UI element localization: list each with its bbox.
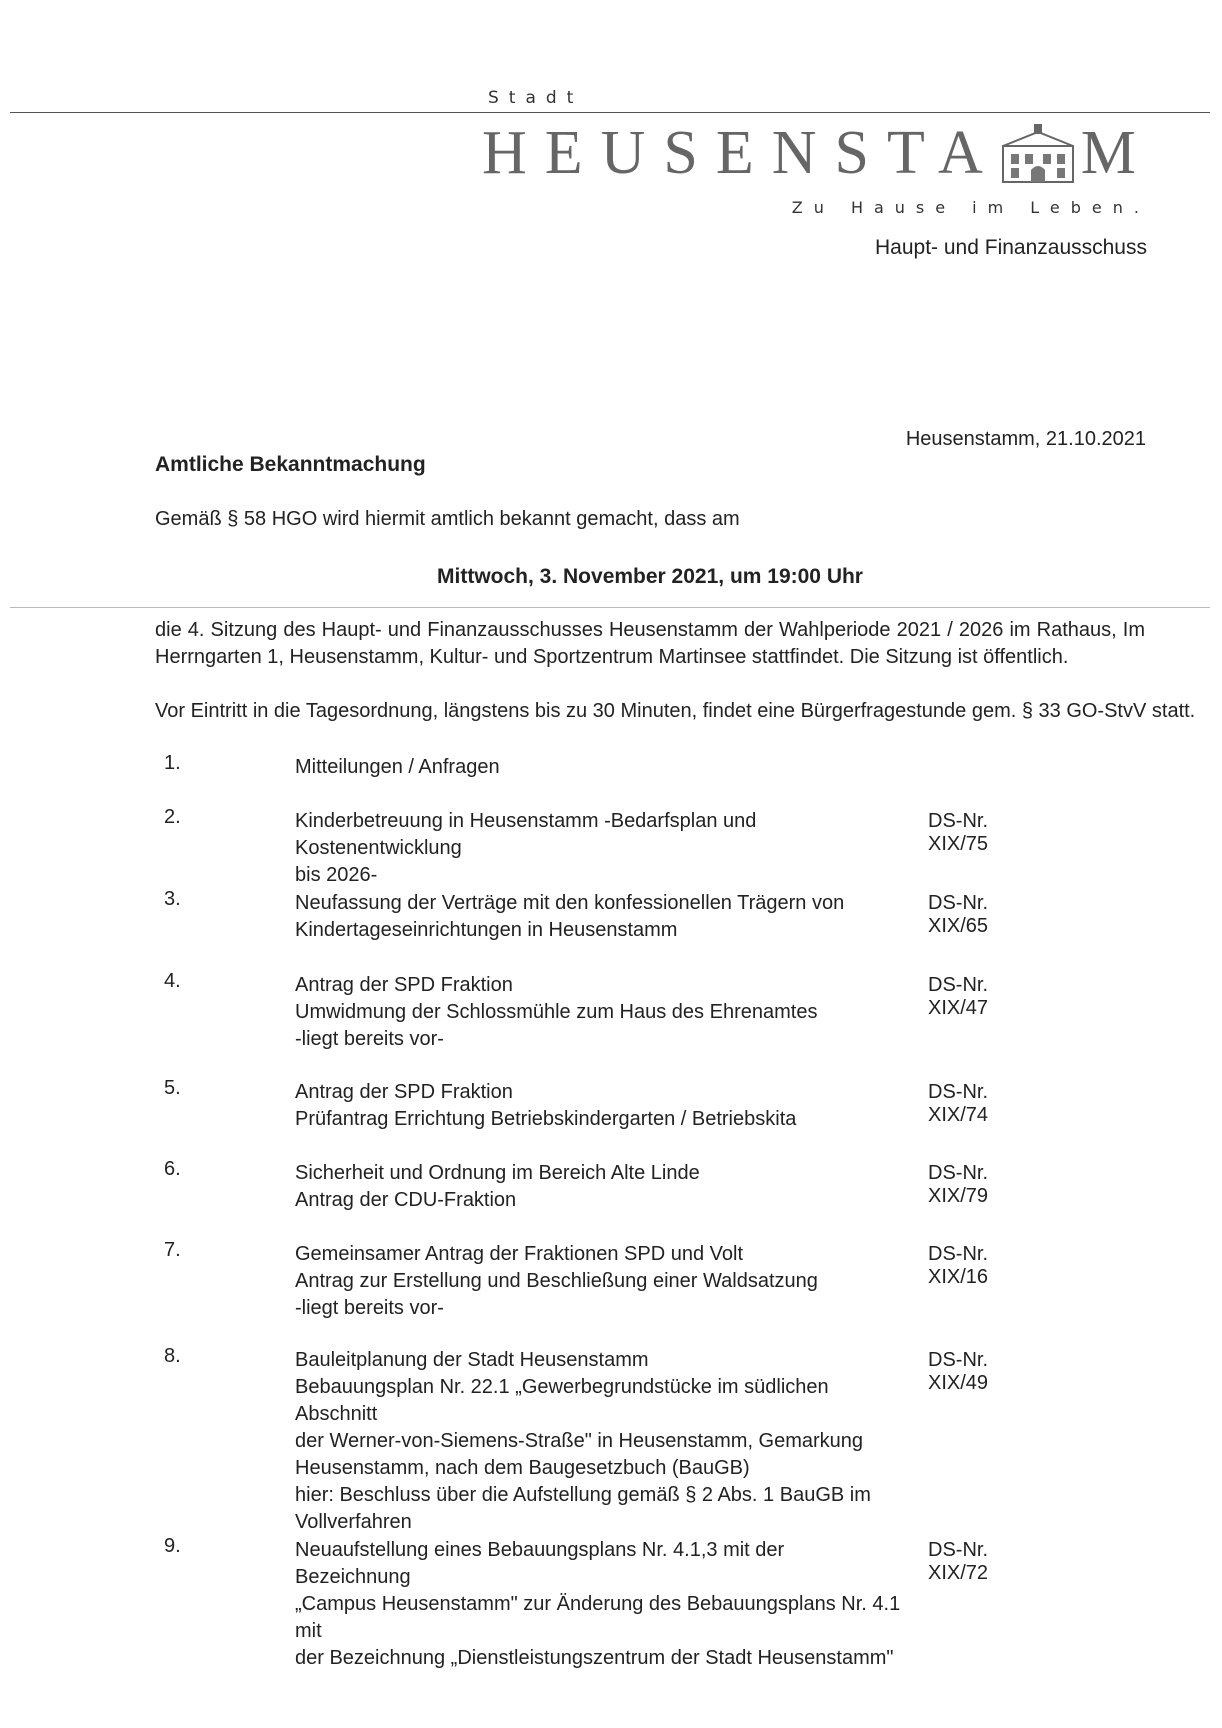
agenda-item-title (295, 754, 905, 781)
agenda-item-line: Bebauungsplan Nr. 22.1 „Gewerbegrundstücke im südlichen Abschnitt (295, 1376, 829, 1425)
place-date: Heusenstamm, 21.10.2021 (905, 428, 1146, 450)
agenda-item-title (295, 1241, 905, 1322)
agenda-item-line: Prüfantrag Errichtung Betriebskindergarten / Betriebskita (295, 1108, 797, 1130)
agenda-item-line: -liegt bereits vor- (295, 1028, 444, 1050)
agenda-item-line: Vollverfahren (295, 1511, 412, 1533)
agenda-item-title (295, 1347, 905, 1536)
agenda-item-number: 4. (164, 970, 181, 992)
agenda-item-line: Neufassung der Verträge mit den konfessionellen Trägern von (295, 892, 845, 914)
agenda-item-number: 1. (164, 752, 181, 774)
agenda-item-title (295, 808, 905, 889)
castle-icon (1001, 124, 1075, 184)
meeting-location-paragraph: die 4. Sitzung des Haupt- und Finanzausschusses Heusenstamm der Wahlperiode 2021 / 2026 im Rathaus, Im Herrngarten 1, Heusenstamm, Kultur- und Sportzentrum Martinsee stattfindet. Die Sitzung ist öffentlich. (155, 619, 1145, 668)
agenda-item-line: -liegt bereits vor- (295, 1297, 444, 1319)
agenda-item-title (295, 972, 905, 1053)
agenda-item-line: Gemeinsamer Antrag der Fraktionen SPD und Volt (295, 1243, 744, 1265)
agenda-item-reference: DS-Nr. XIX/49 (928, 1349, 989, 1394)
agenda-item-line: Kinderbetreuung in Heusenstamm -Bedarfsplan und Kostenentwicklung (295, 810, 757, 859)
agenda-item-number: 7. (164, 1239, 181, 1261)
logo-city-prefix: Stadt (488, 88, 584, 108)
meeting-datetime: Mittwoch, 3. November 2021, um 19:00 Uhr (437, 565, 863, 588)
agenda-item-number: 2. (164, 806, 181, 828)
agenda-item-reference: DS-Nr. XIX/47 (928, 974, 989, 1019)
agenda-item-reference: DS-Nr. XIX/72 (928, 1539, 989, 1584)
agenda-item-reference: DS-Nr. XIX/65 (928, 892, 989, 937)
agenda-item-reference: DS-Nr. XIX/16 (928, 1243, 989, 1288)
agenda-item-line: der Werner-von-Siemens-Straße" in Heusenstamm, Gemarkung (295, 1430, 864, 1452)
agenda-item-title (295, 1160, 905, 1214)
logo-city-name-left: HEUSENSTA (482, 119, 1001, 187)
agenda-item-title (295, 890, 905, 944)
agenda-item-line: Mitteilungen / Anfragen (295, 756, 500, 778)
header-rule (10, 112, 1210, 113)
agenda-item-line: Neuaufstellung eines Bebauungsplans Nr. 4.1,3 mit der Bezeichnung (295, 1539, 785, 1588)
agenda-item-line: Umwidmung der Schlossmühle zum Haus des Ehrenamtes (295, 1001, 818, 1023)
agenda-item-line: „Campus Heusenstamm" zur Änderung des Bebauungsplans Nr. 4.1 mit (295, 1593, 901, 1642)
agenda-item-reference: DS-Nr. XIX/75 (928, 810, 989, 855)
agenda-item-line: Antrag der SPD Fraktion (295, 974, 513, 996)
agenda-item-line: der Bezeichnung „Dienstleistungszentrum der Stadt Heusenstamm" (295, 1647, 894, 1669)
agenda-item-line: bis 2026- (295, 864, 378, 886)
agenda-item-line: Bauleitplanung der Stadt Heusenstamm (295, 1349, 649, 1371)
agenda-item-number: 8. (164, 1345, 181, 1367)
logo-city-name-right: M (1080, 119, 1136, 187)
agenda-item-number: 6. (164, 1158, 181, 1180)
agenda-item-reference: DS-Nr. XIX/74 (928, 1081, 989, 1126)
agenda-item-line: Sicherheit und Ordnung im Bereich Alte Linde (295, 1162, 700, 1184)
intro-text: Gemäß § 58 HGO wird hiermit amtlich bekannt gemacht, dass am (155, 508, 740, 530)
agenda-item-line: Antrag der SPD Fraktion (295, 1081, 513, 1103)
agenda-item-number: 3. (164, 888, 181, 910)
agenda-item-number: 5. (164, 1077, 181, 1099)
agenda-item-title (295, 1079, 905, 1133)
document-title: Amtliche Bekanntmachung (155, 453, 426, 476)
agenda-item-line: Antrag der CDU-Fraktion (295, 1189, 517, 1211)
committee-name: Haupt- und Finanzausschuss (875, 236, 1147, 259)
agenda-item-line: Heusenstamm, nach dem Baugesetzbuch (BauGB) (295, 1457, 750, 1479)
agenda-item-line: hier: Beschluss über die Aufstellung gemäß § 2 Abs. 1 BauGB im (295, 1484, 871, 1506)
agenda-item-number: 9. (164, 1535, 181, 1557)
city-logo (482, 119, 1136, 187)
agenda-item-line: Antrag zur Erstellung und Beschließung einer Waldsatzung (295, 1270, 818, 1292)
scan-line (10, 607, 1210, 608)
agenda-item-line: Kindertageseinrichtungen in Heusenstamm (295, 919, 678, 941)
citizen-question-paragraph: Vor Eintritt in die Tagesordnung, längstens bis zu 30 Minuten, findet eine Bürgerfragestunde gem. § 33 GO-StvV statt. (155, 700, 1196, 722)
agenda-item-title (295, 1537, 905, 1672)
agenda-item-reference: DS-Nr. XIX/79 (928, 1162, 989, 1207)
logo-tagline: Zu Hause im Leben. (791, 198, 1150, 217)
